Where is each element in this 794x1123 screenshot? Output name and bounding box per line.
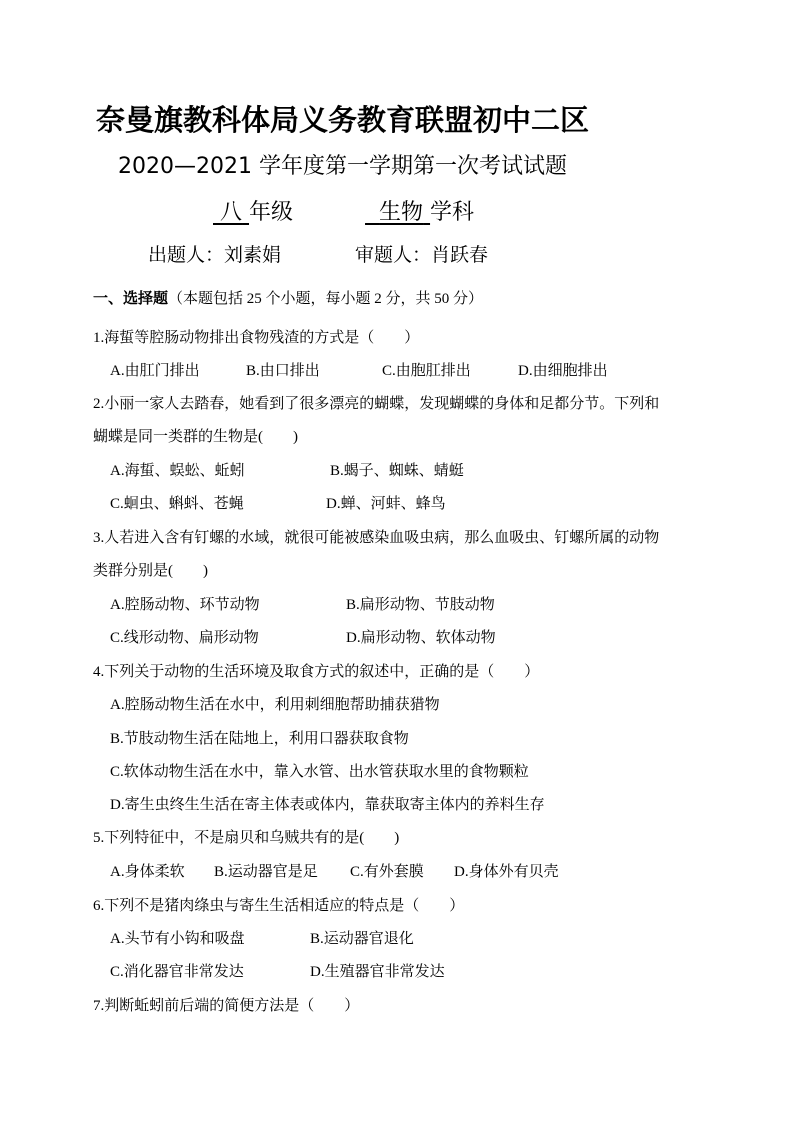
school-title: 奈曼旗教科体局义务教育联盟初中二区 [96,103,590,137]
grade-value: 八 [220,200,243,225]
question-5-option-a: A.身体柔软 [110,864,185,880]
question-3-stem-cont: 类群分别是( ) [93,563,208,579]
question-3-stem: 3.人若进入含有钉螺的水域，就很可能被感染血吸虫病，那么血吸虫、钉螺所属的动物 [93,530,660,546]
question-1-option-a: A.由肛门排出 [110,363,200,379]
question-6-option-a: A.头节有小钩和吸盘 [110,931,245,947]
question-3-options-row2 [0,626,794,648]
authors-line [148,240,488,267]
question-1-option-c: C.由胞肛排出 [382,363,471,379]
question-6-option-d: D.生殖器官非常发达 [310,964,445,980]
question-7-stem: 7.判断蚯蚓前后端的简便方法是（ ） [93,998,360,1014]
question-3-option-b: B.扁形动物、节肢动物 [346,597,495,613]
question-5-option-d: D.身体外有贝壳 [454,864,559,880]
question-3-option-a: A.腔肠动物、环节动物 [110,597,260,613]
question-1-stem: 1.海蜇等腔肠动物排出食物残渣的方式是（ ） [93,330,420,346]
section-heading [93,287,483,308]
question-2-option-d: D.蝉、河蚌、蜂鸟 [326,496,446,512]
exam-title: 2020—2021 学年度第一学期第一次考试试题 [118,154,567,179]
question-4-stem: 4.下列关于动物的生活环境及取食方式的叙述中，正确的是（ ） [93,664,540,680]
author: 出题人：刘素娟 [148,244,282,266]
grade-subject-line [213,195,474,226]
question-2-options-row1 [0,459,794,481]
question-2-option-a: A.海蜇、蜈蚣、蚯蚓 [110,463,245,479]
question-2-stem: 2.小丽一家人去踏春，她看到了很多漂亮的蝴蝶，发现蝴蝶的身体和足都分节。下列和 [93,396,660,412]
question-5-option-b: B.运动器官是足 [214,864,318,880]
section-title: 一、选择题 [93,289,169,307]
question-5-option-c: C.有外套膜 [350,864,424,880]
reviewer: 审题人：肖跃春 [355,244,489,266]
question-5-options [0,860,794,882]
question-3-option-d: D.扁形动物、软体动物 [346,630,496,646]
subject-value: 生物 [379,200,424,225]
question-3-options-row1 [0,593,794,615]
question-4-option-a: A.腔肠动物生活在水中，利用刺细胞帮助捕获猎物 [110,697,440,713]
question-4-option-b: B.节肢动物生活在陆地上，利用口器获取食物 [110,731,409,747]
grade-label: 年级 [249,200,294,225]
section-note: （本题包括 25 个小题，每小题 2 分，共 50 分） [168,291,484,307]
question-2-stem-cont: 蝴蝶是同一类群的生物是( ) [93,429,298,445]
question-5-stem: 5.下列特征中，不是扇贝和乌贼共有的是( ) [93,830,400,846]
question-3-option-c: C.线形动物、扁形动物 [110,630,259,646]
question-6-options-row2 [0,960,794,982]
question-1-option-b: B.由口排出 [246,363,320,379]
question-2-option-c: C.蛔虫、蝌蚪、苍蝇 [110,496,244,512]
question-4-option-c: C.软体动物生活在水中，靠入水管、出水管获取水里的食物颗粒 [110,764,529,780]
question-2-options-row2 [0,492,794,514]
question-2-option-b: B.蝎子、蜘蛛、蜻蜓 [330,463,464,479]
question-6-stem: 6.下列不是猪肉绦虫与寄生生活相适应的特点是（ ） [93,898,465,914]
question-6-option-b: B.运动器官退化 [310,931,414,947]
question-1-options [0,359,794,381]
question-6-option-c: C.消化器官非常发达 [110,964,244,980]
subject-label: 学科 [430,200,475,225]
question-6-options-row1 [0,927,794,949]
question-1-option-d: D.由细胞排出 [518,363,608,379]
question-4-option-d: D.寄生虫终生生活在寄主体表或体内，靠获取寄主体内的养料生存 [110,797,545,813]
